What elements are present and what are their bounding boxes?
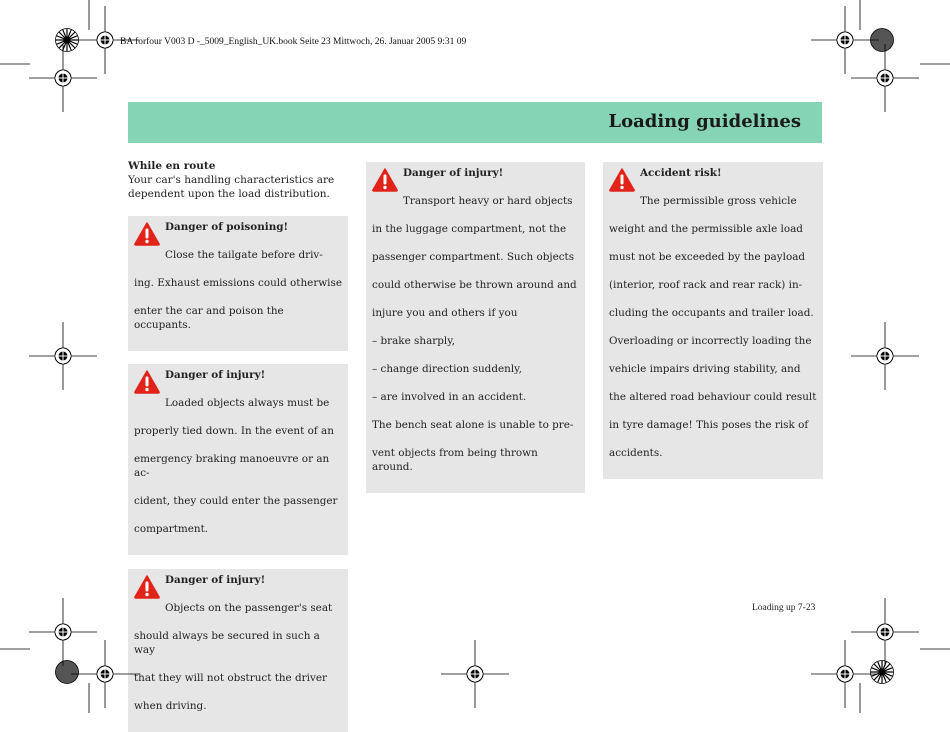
- section-heading: While en route: [128, 160, 216, 172]
- warning-text: Objects on the passenger's seat should always be secured in such a way that they will not obstruct the driver when driving.: [134, 602, 333, 712]
- warning-text: Close the tailgate before driv- ing. Exhaust emissions could otherwise enter the car and poison the occupants.: [134, 249, 342, 331]
- registration-mark-icon: [441, 640, 509, 708]
- registration-mark-icon: [29, 598, 97, 666]
- registration-mark-icon: [71, 6, 139, 74]
- color-wheel-icon: [871, 661, 894, 684]
- page-footer-label: Loading up 7-23: [752, 603, 816, 613]
- registration-mark-icon: [71, 640, 139, 708]
- section-intro-text: Your car's handling characteristics are dependent upon the load distribution.: [128, 174, 335, 200]
- warning-text: The permissible gross vehicle weight and the permissible axle load must not be exceeded by the payload (interior, roof rack and rear rack) in- cluding the occupants and trailer load. Overloading or incorrectly loading the vehicle impairs driving stability, and the altered road behaviour could result in tyre damage! This poses the risk of accidents.: [609, 195, 817, 459]
- warning-text: Transport heavy or hard objects in the luggage compartment, not the passenger compartment. Such objects could otherwise be thrown around and injure you and others if you – brake sharply, – change direction suddenly, – are involved in an accident. The bench seat alone is unable to pre- vent objects from being thrown around.: [372, 195, 577, 473]
- color-wheel-icon: [56, 661, 79, 684]
- warning-title: Danger of poisoning!: [165, 221, 289, 233]
- warning-text: Loaded objects always must be properly tied down. In the event of an emergency braking manoeuvre or an ac- cident, they could enter the passenger compartment.: [134, 397, 338, 535]
- warning-title: Danger of injury!: [403, 167, 504, 179]
- warning-title: Accident risk!: [640, 167, 722, 179]
- registration-mark-icon: [851, 44, 919, 112]
- registration-mark-icon: [29, 44, 97, 112]
- registration-mark-icon: [851, 598, 919, 666]
- warning-title: Danger of injury!: [165, 369, 266, 381]
- registration-mark-icon: [811, 640, 879, 708]
- registration-mark-icon: [29, 322, 97, 390]
- page-title: Loading guidelines: [608, 111, 801, 132]
- registration-mark-icon: [811, 6, 879, 74]
- print-slug: BA forfour V003 D -_5009_English_UK.book Seite 23 Mittwoch, 26. Januar 2005 9:31 09: [120, 37, 467, 47]
- warning-title: Danger of injury!: [165, 574, 266, 586]
- registration-mark-icon: [851, 322, 919, 390]
